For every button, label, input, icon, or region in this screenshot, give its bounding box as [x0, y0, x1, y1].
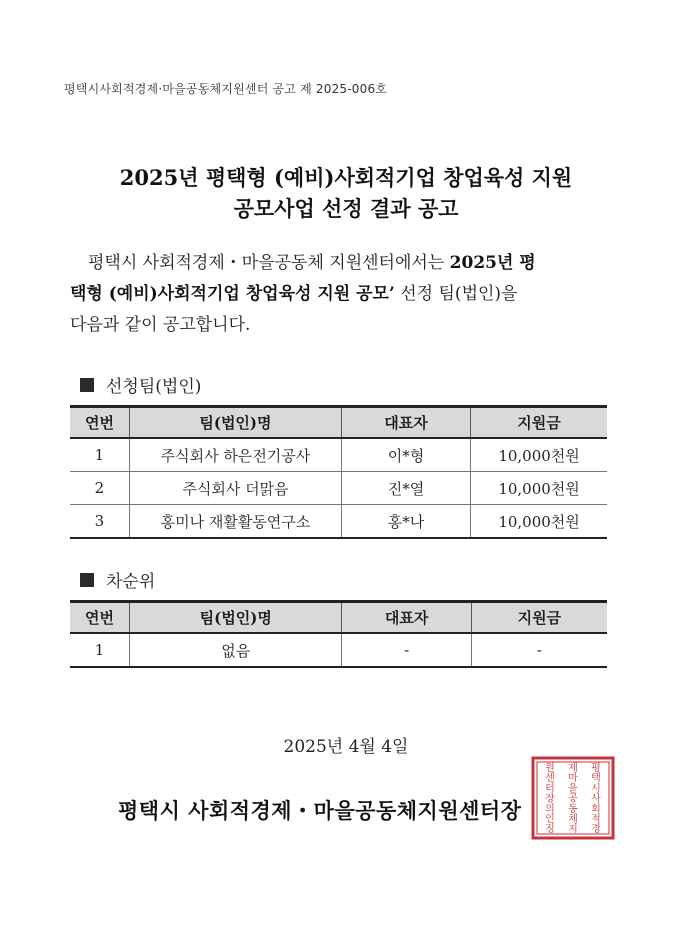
seal-glyph: 택 [591, 773, 601, 785]
cell-name: 주식회사 더맑음 [129, 472, 341, 505]
runner-up-table [70, 600, 607, 668]
seal-glyph: 터 [545, 783, 555, 795]
intro-line-1-text: 평택시 사회적경제・마을공동체 지원센터에서는 [88, 253, 450, 273]
col-header-name: 팀(법인)명 [129, 602, 342, 634]
selected-heading-text: 선청팀(법인) [106, 377, 202, 397]
col-header-rep: 대표자 [342, 407, 471, 439]
table-row [70, 633, 607, 667]
seal-glyph: 원 [545, 763, 555, 774]
table-row [70, 472, 607, 505]
seal-glyph: 센 [545, 773, 555, 785]
cell-amount: - [471, 633, 607, 667]
selected-section-heading [80, 372, 201, 397]
intro-line-3: 다음과 같이 공고합니다. [70, 315, 251, 335]
cell-name: 홍미나 재활활동연구소 [129, 505, 341, 539]
cell-rep: 진*열 [342, 472, 471, 505]
intro-line-1 [70, 248, 610, 279]
runner-up-section-heading [80, 567, 155, 592]
seal-glyph: 장 [545, 793, 555, 805]
notice-number: 평택시사회적경제·마을공동체지원센터 공고 제 2025-006호 [64, 82, 388, 96]
square-bullet-icon [80, 378, 94, 392]
intro-line-2-text: 선정 팀(법인)을 [394, 284, 518, 304]
square-bullet-icon [80, 573, 94, 587]
col-header-amount: 지원금 [471, 602, 607, 634]
seal-glyph: 을 [568, 783, 578, 795]
seal-glyph: 제 [568, 763, 578, 774]
cell-rep: - [342, 633, 471, 667]
selected-table [70, 405, 607, 539]
col-header-no: 연번 [70, 407, 129, 439]
table-row [70, 438, 607, 472]
seal-glyph: 시 [591, 783, 601, 795]
seal-glyph: 의 [545, 803, 555, 815]
seal-glyph: 동 [568, 803, 578, 815]
intro-paragraph [70, 248, 610, 341]
col-header-rep: 대표자 [342, 602, 471, 634]
intro-line-2-bold: 택형 (예비)사회적기업 창업육성 지원 공모’ [70, 284, 395, 304]
table-header-row [70, 602, 607, 634]
notice-date: 2025년 4월 4일 [283, 737, 409, 757]
cell-rep: 이*형 [342, 438, 471, 472]
seal-characters [545, 761, 601, 835]
seal-glyph: 사 [591, 793, 601, 805]
cell-no: 2 [70, 472, 129, 505]
title-line-2: 공모사업 선정 결과 공고 [233, 196, 459, 221]
seal-glyph: 인 [545, 814, 555, 825]
cell-no: 1 [70, 438, 129, 472]
cell-amount: 10,000천원 [471, 505, 607, 539]
intro-line-2 [70, 279, 610, 310]
runner-up-heading-text: 차순위 [106, 572, 156, 592]
official-seal-stamp [531, 756, 615, 840]
table-row [70, 505, 607, 539]
seal-glyph: 회 [591, 803, 601, 815]
seal-glyph: 마 [568, 773, 578, 785]
seal-glyph: 공 [568, 793, 578, 805]
cell-name: 없음 [129, 633, 342, 667]
col-header-amount: 지원금 [471, 407, 607, 439]
signer-name: 평택시 사회적경제・마을공동체지원센터장 [118, 798, 522, 823]
cell-amount: 10,000천원 [471, 472, 607, 505]
title-line-1: 2025년 평택형 (예비)사회적기업 창업육성 지원 [119, 165, 573, 190]
seal-glyph: 체 [568, 814, 578, 825]
intro-line-1-bold: 2025년 평 [449, 253, 536, 273]
seal-glyph: 경 [591, 824, 601, 836]
seal-glyph: 평 [591, 763, 601, 774]
col-header-name: 팀(법인)명 [129, 407, 341, 439]
cell-name: 주식회사 하은전기공사 [129, 438, 341, 472]
col-header-no: 연번 [70, 602, 129, 634]
cell-amount: 10,000천원 [471, 438, 607, 472]
seal-glyph: 징 [545, 824, 555, 836]
cell-no: 1 [70, 633, 129, 667]
cell-rep: 홍*나 [342, 505, 471, 539]
seal-glyph: 지 [568, 824, 578, 836]
seal-glyph: 적 [591, 814, 601, 825]
table-header-row [70, 407, 607, 439]
cell-no: 3 [70, 505, 129, 539]
